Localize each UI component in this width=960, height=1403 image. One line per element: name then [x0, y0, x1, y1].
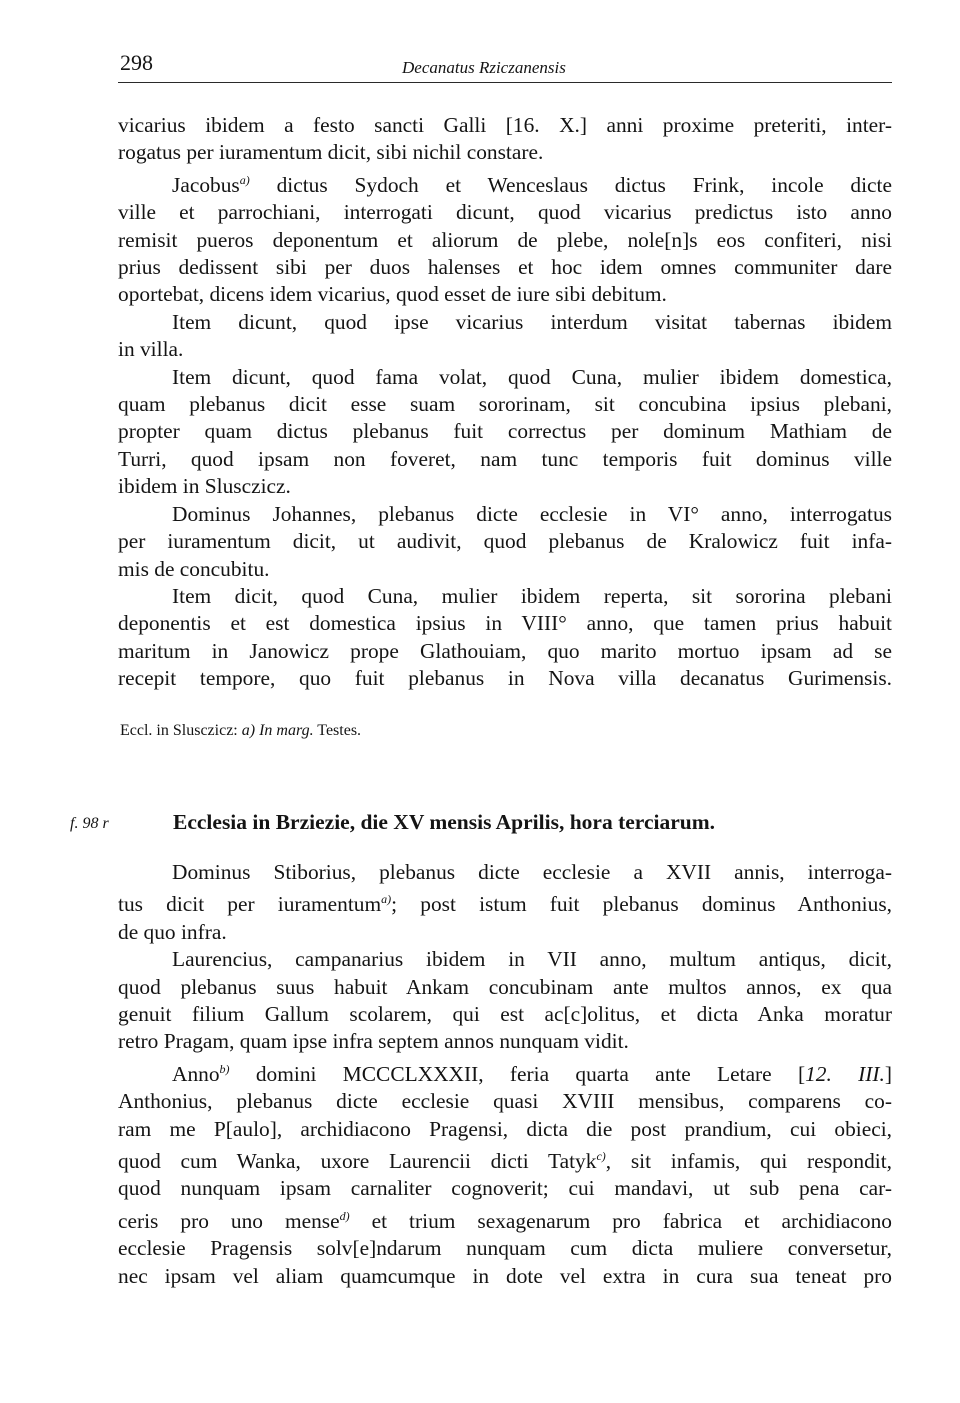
- text-line: Jacobus$^{a)}$ dictus Sydoch et Wenceslaus dictus Frink, incole dicte: [172, 172, 892, 197]
- paragraph: [118, 859, 892, 946]
- paragraph: [118, 309, 892, 364]
- text-line: ibidem in Slusczicz.: [118, 474, 291, 499]
- paragraph: [118, 167, 892, 309]
- text-line: Turri, quod ipsam non foveret, nam tunc temporis fuit dominus ville: [118, 446, 892, 471]
- text-line: ecclesie Pragensis solv[e]ndarum nunquam cum dicta muliere conversetur,: [118, 1236, 892, 1261]
- running-title: Decanatus Rziczanensis: [402, 58, 566, 77]
- text-line: Laurencius, campanarius ibidem in VII anno, multum antiqus, dicit,: [172, 947, 892, 972]
- text-line: quod cum Wanka, uxore Laurencii dicti Tatyk$^{c)}$, sit infamis, qui respondit,: [118, 1149, 893, 1174]
- text-line: ceris pro uno mense$^{d)}$ et trium sexagenarum pro fabrica et archidiacono: [118, 1208, 893, 1233]
- section-two: [118, 859, 892, 1290]
- text-line: deponentis et est domestica ipsius in VIII° anno, que tamen prius habuit: [118, 611, 892, 636]
- text-line: Dominus Johannes, plebanus dicte ecclesie in VI° anno, interrogatus: [172, 501, 892, 526]
- text-line: prius dedissent sibi per duos halenses et hoc idem omnes communiter dare: [118, 255, 892, 280]
- text-line: vicarius ibidem a festo sancti Galli [16. X.] anni proxime preteriti, inter-: [118, 113, 892, 137]
- text-line: tus dicit per iuramentum$^{a)}$; post istum fuit plebanus dominus Anthonius,: [118, 892, 892, 917]
- text-line: quod plebanus suus habuit Ankam concubinam ante multos annos, ex qua: [118, 974, 892, 999]
- text-line: genuit filium Gallum scolarem, qui est ac[c]olitus, et dicta Anka moratur: [118, 1002, 892, 1027]
- text-line: nec ipsam vel aliam quamcumque in dote vel extra in cura sua teneat pro: [118, 1263, 892, 1288]
- text-line: oportebat, dicens idem vicarius, quod esset de iure sibi debitum.: [118, 282, 667, 307]
- paragraph: [118, 112, 892, 167]
- text-line: Item dicit, quod Cuna, mulier ibidem reperta, sit sororina plebani: [172, 583, 892, 608]
- text-line: rogatus per iuramentum dicit, sibi nichil constare.: [118, 140, 544, 165]
- paragraph: [118, 364, 892, 501]
- text-line: Anno$^{b)}$ domini MCCCLXXXII, feria quarta ante Letare [12. III.]: [172, 1061, 892, 1086]
- text-line: retro Pragam, quam ipse infra septem annos nunquam vidit.: [118, 1029, 629, 1054]
- text-line: ville et parrochiani, interrogati dicunt, quod vicarius predictus isto anno: [118, 200, 892, 225]
- footnote-marker: d): [339, 1208, 350, 1223]
- footnote-marker: a): [381, 892, 392, 907]
- text-line: de quo infra.: [118, 919, 227, 944]
- section-one: [118, 112, 892, 693]
- text-line: recepit tempore, quo fuit plebanus in Nova villa decanatus Gurimensis.: [118, 666, 892, 691]
- footnote-marker: b): [219, 1061, 230, 1076]
- text-line: propter quam dictus plebanus fuit correctus per dominum Mathiam de: [118, 419, 892, 444]
- paragraph: [118, 946, 892, 1056]
- header-rule: [118, 82, 892, 83]
- marginal-folio-note: f. 98 r: [70, 815, 109, 832]
- text-line: remisit pueros deponentum et aliorum de plebe, nole[n]s eos confiteri, nisi: [118, 227, 892, 252]
- footnote-marker: a): [239, 172, 250, 187]
- paragraph: [118, 583, 892, 693]
- footnote: Eccl. in Slusczicz: a) In marg. Testes.: [120, 722, 362, 739]
- page-number: 298: [120, 50, 153, 75]
- text-line: ram me P[aulo], archidiacono Pragensi, dicta die post prandium, cui obieci,: [118, 1116, 892, 1141]
- paragraph: [118, 1056, 892, 1290]
- text-line: Anthonius, plebanus dicte ecclesie quasi XVIII mensibus, comparens co-: [118, 1089, 892, 1114]
- text-line: Item dicunt, quod fama volat, quod Cuna, mulier ibidem domestica,: [172, 364, 892, 389]
- text-line: in villa.: [118, 337, 184, 362]
- text-line: per iuramentum dicit, ut audivit, quod plebanus de Kralowicz fuit infa-: [118, 529, 892, 554]
- text-line: Dominus Stiborius, plebanus dicte ecclesie a XVII annis, interroga-: [172, 860, 892, 884]
- text-line: quam plebanus dicit esse suam sororinam, sit concubina ipsius plebani,: [118, 392, 892, 417]
- section-heading: Ecclesia in Brziezie, die XV mensis Aprilis, hora terciarum.: [173, 810, 716, 834]
- text-line: mis de concubitu.: [118, 556, 270, 581]
- text-line: Item dicunt, quod ipse vicarius interdum visitat tabernas ibidem: [172, 309, 892, 334]
- paragraph: [118, 501, 892, 583]
- text-line: quod nunquam ipsam carnaliter cognoverit; cui mandavi, ut sub pena car-: [118, 1176, 892, 1201]
- text-line: maritum in Janowicz prope Glathouiam, quo marito mortuo ipsam ad se: [118, 638, 892, 663]
- footnote-marker: c): [596, 1149, 606, 1164]
